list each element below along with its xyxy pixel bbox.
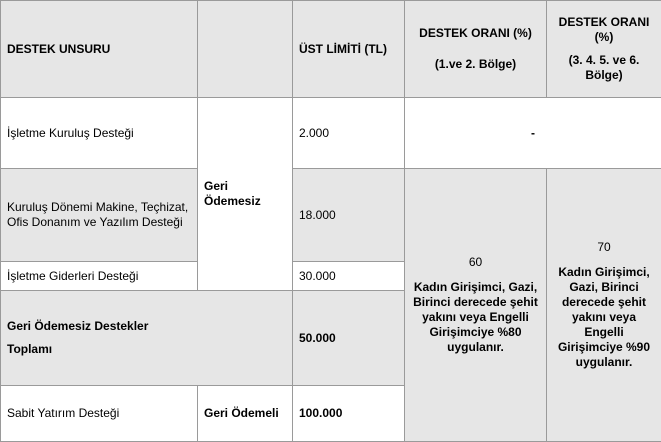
- row-limit-isletme-kurulus: 2.000: [293, 98, 405, 169]
- header-rate-12-title: DESTEK ORANI (%): [411, 26, 540, 41]
- rate-36-note: Kadın Girişimci, Gazi, Birinci derecede şehit yakını veya Engelli Girişimciye %90 uygulanır.: [551, 265, 657, 370]
- rate-region-1-2: [405, 169, 547, 442]
- rate-region-3-6: [547, 169, 661, 442]
- row-limit-isletme-giderleri: 30.000: [293, 262, 405, 291]
- row-limit-sabit-yatirim: 100.000: [293, 386, 405, 442]
- header-rate-36-title: DESTEK ORANI (%): [553, 15, 655, 45]
- row-name-isletme-kurulus: İşletme Kuruluş Desteği: [1, 98, 198, 169]
- total-label-line2: Toplamı: [7, 342, 286, 357]
- row-name-isletme-giderleri: İşletme Giderleri Desteği: [1, 262, 198, 291]
- group-geri-odemeli: Geri Ödemeli: [198, 386, 293, 442]
- header-rate-region-1-2: [405, 1, 547, 98]
- rate-dash: -: [405, 98, 661, 169]
- rate-36-value: 70: [551, 240, 657, 255]
- table-row: [1, 169, 661, 262]
- rate-12-value: 60: [411, 255, 540, 270]
- header-limit: ÜST LİMİTİ (TL): [293, 1, 405, 98]
- total-value: 50.000: [293, 291, 405, 386]
- header-rate-36-sub: (3. 4. 5. ve 6. Bölge): [553, 53, 655, 83]
- total-label-line1: Geri Ödemesiz Destekler: [7, 319, 286, 334]
- header-empty-cell: [198, 1, 293, 98]
- header-rate-12-sub: (1.ve 2. Bölge): [411, 57, 540, 72]
- rate-12-note: Kadın Girişimci, Gazi, Birinci derecede şehit yakını veya Engelli Girişimciye %80 uygulanır.: [411, 280, 540, 355]
- row-name-makine-techizat: Kuruluş Dönemi Makine, Teçhizat, Ofis Donanım ve Yazılım Desteği: [1, 169, 198, 262]
- group-geri-odemesiz: Geri Ödemesiz: [198, 98, 293, 291]
- table-row: [1, 98, 661, 169]
- header-rate-region-3-6: [547, 1, 661, 98]
- row-name-sabit-yatirim: Sabit Yatırım Desteği: [1, 386, 198, 442]
- header-unsur: DESTEK UNSURU: [1, 1, 198, 98]
- total-label: [1, 291, 293, 386]
- row-limit-makine-techizat: 18.000: [293, 169, 405, 262]
- header-row: [1, 1, 661, 98]
